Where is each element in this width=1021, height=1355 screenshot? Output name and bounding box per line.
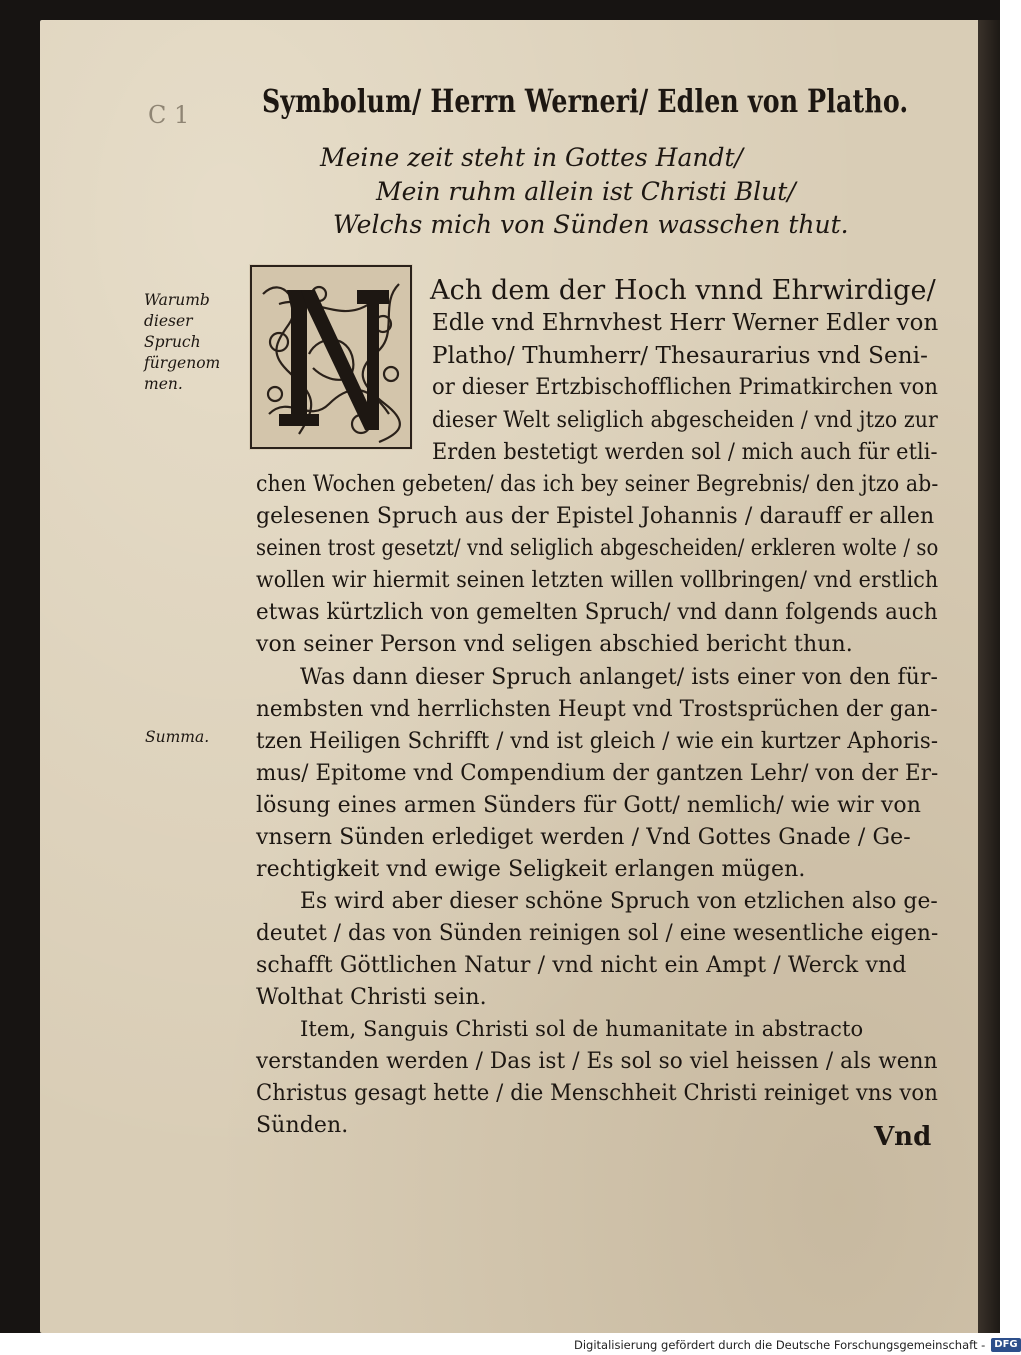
body-line: verstanden werden / Das ist / Es sol so viel heissen / als wenn — [256, 1049, 938, 1074]
body-line: Was dann dieser Spruch anlanget/ ists einer von den für- — [300, 665, 939, 690]
body-line: Ach dem der Hoch vnnd Ehrwirdige/ — [430, 275, 936, 306]
body-line: vnsern Sünden erlediget werden / Vnd Gottes Gnade / Ge- — [256, 825, 911, 850]
ornament-initial-icon — [249, 264, 413, 450]
body-line: rechtigkeit vnd ewige Seligkeit erlangen mügen. — [256, 857, 806, 882]
dfg-logo-icon: DFG — [991, 1338, 1020, 1352]
body-line: Es wird aber dieser schöne Spruch von etzlichen also ge- — [300, 889, 938, 914]
body-line: gelesenen Spruch aus der Epistel Johannis / darauff er allen — [256, 504, 935, 529]
body-line: Christus gesagt hette / die Menschheit Christi reiniget vns von — [256, 1081, 938, 1106]
body-line: dieser Welt seliglich abgescheiden / vnd jtzo zur — [432, 408, 938, 433]
page-title: Symbolum/ Herrn Werneri/ Edlen von Platho. — [262, 82, 909, 120]
body-line: nembsten vnd herrlichsten Heupt vnd Trostsprüchen der gan- — [256, 697, 938, 722]
initial-letter-text: N — [330, 376, 332, 377]
body-line: Edle vnd Ehrnvhest Herr Werner Edler von — [432, 310, 939, 336]
body-line: mus/ Epitome vnd Compendium der gantzen Lehr/ von der Er- — [256, 761, 939, 786]
motto-line: Mein ruhm allein ist Christi Blut/ — [376, 177, 796, 206]
catchword: Vnd — [874, 1122, 932, 1152]
body-line: von seiner Person vnd seligen abschied bericht thun. — [256, 632, 853, 657]
page-edge-shadow — [978, 20, 1000, 1333]
body-line: Sünden. — [256, 1113, 349, 1138]
body-line: etwas kürtzlich von gemelten Spruch/ vnd dann folgends auch — [256, 600, 938, 625]
motto-line: Meine zeit steht in Gottes Handt/ — [320, 143, 743, 172]
decorated-initial — [249, 264, 413, 450]
body-line: Item, Sanguis Christi sol de humanitate in abstracto — [300, 1017, 864, 1041]
margin-note: Warumb dieser Spruch fürgenom men. — [144, 291, 221, 393]
body-line: chen Wochen gebeten/ das ich bey seiner Begrebnis/ den jtzo ab- — [256, 472, 939, 497]
body-line: wollen wir hiermit seinen letzten willen vollbringen/ vnd erstlich — [256, 568, 939, 593]
footer-credit-text: Digitalisierung gefördert durch die Deutsche Forschungsgemeinschaft - — [574, 1338, 986, 1352]
margin-note: Summa. — [145, 728, 210, 746]
motto-line: Welchs mich von Sünden wasschen thut. — [333, 210, 849, 239]
body-line: schafft Göttlichen Natur / vnd nicht ein Ampt / Werck vnd — [256, 953, 907, 978]
body-line: tzen Heiligen Schrifft / vnd ist gleich / wie ein kurtzer Aphoris- — [256, 729, 939, 754]
body-line: Erden bestetigt werden sol / mich auch für etli- — [432, 440, 938, 465]
page-number-mark: C 1 — [148, 101, 190, 129]
body-line: Platho/ Thumherr/ Thesaurarius vnd Seni- — [432, 343, 928, 369]
body-line: deutet / das von Sünden reinigen sol / eine wesentliche eigen- — [256, 921, 939, 946]
footer-credit — [574, 1337, 1021, 1353]
body-line: seinen trost gesetzt/ vnd seliglich abgescheiden/ erkleren wolte / so — [256, 536, 939, 561]
body-line: or dieser Ertzbischofflichen Primatkirchen von — [432, 375, 939, 400]
body-line: lösung eines armen Sünders für Gott/ nemlich/ wie wir von — [256, 793, 922, 818]
body-line: Wolthat Christi sein. — [256, 985, 487, 1010]
